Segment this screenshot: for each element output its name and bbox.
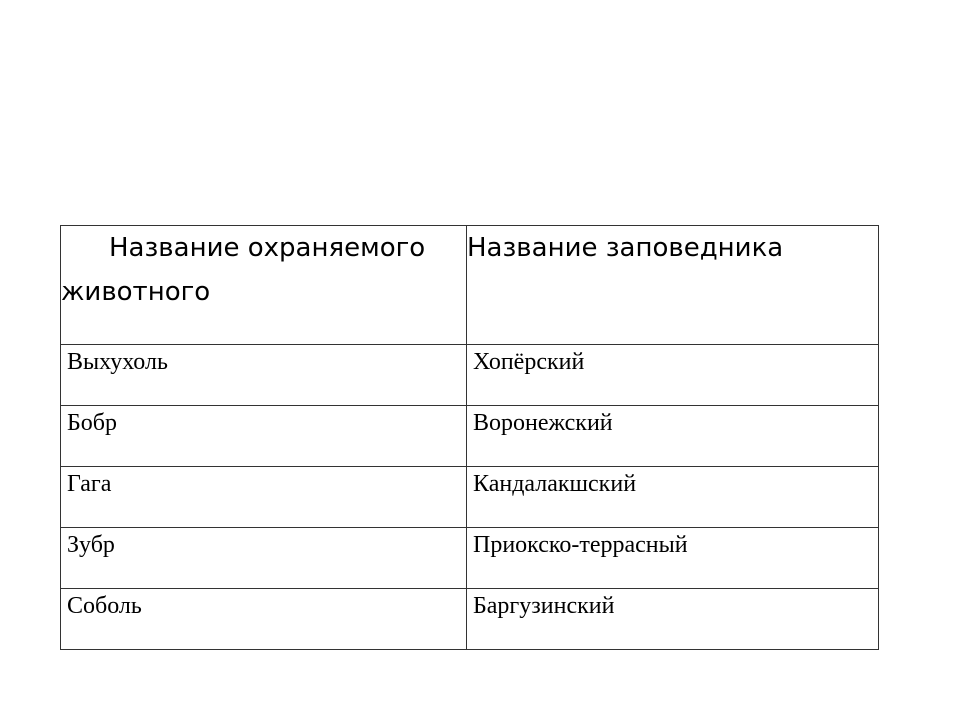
reserve-cell: Воронежский — [467, 406, 879, 467]
table-row — [61, 406, 879, 467]
animal-cell: Выхухоль — [61, 345, 467, 406]
header-reserve-name: Название заповедника — [467, 226, 879, 345]
table-row — [61, 528, 879, 589]
table-header-row — [61, 226, 879, 345]
animal-cell: Соболь — [61, 589, 467, 650]
reserve-cell: Баргузинский — [467, 589, 879, 650]
reserve-cell: Приокско-террасный — [467, 528, 879, 589]
header-animal-name: Название охраняемого животного — [61, 226, 467, 345]
animal-cell: Бобр — [61, 406, 467, 467]
animal-cell: Зубр — [61, 528, 467, 589]
reserve-cell: Хопёрский — [467, 345, 879, 406]
table-row — [61, 345, 879, 406]
animal-cell: Гага — [61, 467, 467, 528]
table-row — [61, 467, 879, 528]
table-row — [61, 589, 879, 650]
reserve-cell: Кандалакшский — [467, 467, 879, 528]
reserves-table — [60, 225, 879, 650]
